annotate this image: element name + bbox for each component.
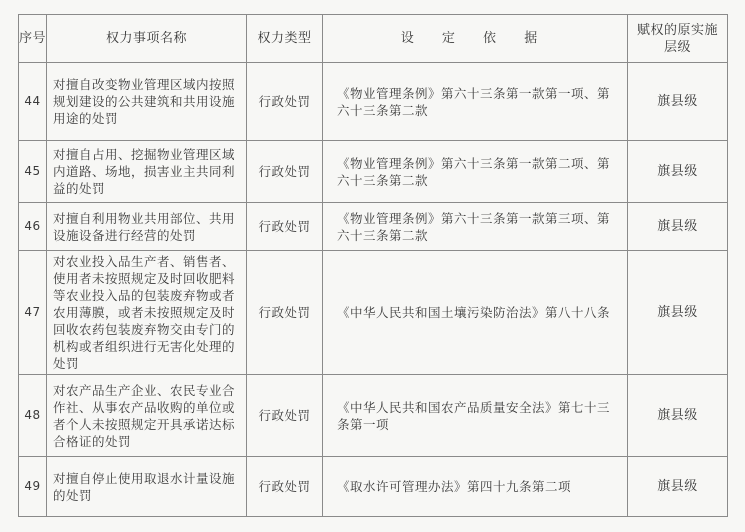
row-number: 47 [19, 251, 47, 375]
row-item-name: 对擅自利用物业共用部位、共用设施设备进行经营的处罚 [47, 203, 247, 251]
header-type: 权力类型 [247, 15, 323, 63]
row-item-name: 对农业投入品生产者、销售者、使用者未按照规定及时回收肥料等农业投入品的包装废弃物或者农用薄膜，或者未按照规定及时回收农药包装废弃物交由专门的机构或者组织进行无害化处理的处罚 [47, 251, 247, 375]
table-row [19, 457, 728, 517]
row-power-type: 行政处罚 [247, 251, 323, 375]
row-level: 旗县级 [628, 63, 728, 141]
row-power-type: 行政处罚 [247, 375, 323, 457]
document-page [18, 14, 727, 514]
row-legal-basis: 《物业管理条例》第六十三条第一款第二项、第六十三条第二款 [323, 141, 628, 203]
row-item-name: 对擅自占用、挖掘物业管理区域内道路、场地，损害业主共同利益的处罚 [47, 141, 247, 203]
row-power-type: 行政处罚 [247, 141, 323, 203]
header-basis [323, 15, 628, 63]
table-header-row [19, 15, 728, 63]
row-number: 46 [19, 203, 47, 251]
row-level: 旗县级 [628, 457, 728, 517]
row-number: 44 [19, 63, 47, 141]
row-level: 旗县级 [628, 203, 728, 251]
row-number: 48 [19, 375, 47, 457]
row-number: 49 [19, 457, 47, 517]
power-items-table [18, 14, 728, 517]
table-row [19, 251, 728, 375]
row-power-type: 行政处罚 [247, 203, 323, 251]
row-power-type: 行政处罚 [247, 457, 323, 517]
table-row [19, 63, 728, 141]
row-legal-basis: 《中华人民共和国农产品质量安全法》第七十三条第一项 [323, 375, 628, 457]
table-row [19, 375, 728, 457]
row-level: 旗县级 [628, 251, 728, 375]
header-seq: 序号 [19, 15, 47, 63]
row-legal-basis: 《中华人民共和国土壤污染防治法》第八十八条 [323, 251, 628, 375]
row-legal-basis: 《取水许可管理办法》第四十九条第二项 [323, 457, 628, 517]
row-item-name: 对农产品生产企业、农民专业合作社、从事农产品收购的单位或者个人未按照规定开具承诺达标合格证的处罚 [47, 375, 247, 457]
row-level: 旗县级 [628, 141, 728, 203]
row-legal-basis: 《物业管理条例》第六十三条第一款第一项、第六十三条第二款 [323, 63, 628, 141]
row-power-type: 行政处罚 [247, 63, 323, 141]
header-level: 赋权的原实施层级 [628, 15, 728, 63]
row-legal-basis: 《物业管理条例》第六十三条第一款第三项、第六十三条第二款 [323, 203, 628, 251]
row-number: 45 [19, 141, 47, 203]
row-level: 旗县级 [628, 375, 728, 457]
header-name: 权力事项名称 [47, 15, 247, 63]
row-item-name: 对擅自改变物业管理区域内按照规划建设的公共建筑和共用设施用途的处罚 [47, 63, 247, 141]
row-item-name: 对擅自停止使用取退水计量设施的处罚 [47, 457, 247, 517]
table-row [19, 141, 728, 203]
header-basis-text: 设 定 依 据 [400, 31, 550, 46]
table-row [19, 203, 728, 251]
